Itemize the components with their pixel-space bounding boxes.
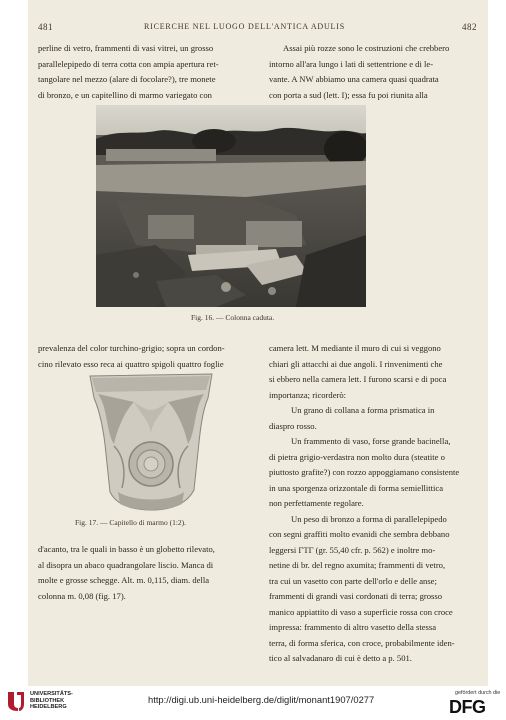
text-line: camera lett. M mediante il muro di cui si veggono xyxy=(269,343,441,353)
bottom-left-paragraph xyxy=(38,542,250,604)
university-library-logo-icon[interactable] xyxy=(6,690,26,712)
text-line: diaspro rosso. xyxy=(269,420,317,431)
running-title: RICERCHE NEL LUOGO DELL'ANTICA ADULIS xyxy=(144,22,345,31)
text-line: chiari gli attacchi ai due angoli. I rinvenimenti che xyxy=(269,358,443,369)
text-line: al disopra un abaco quadrangolare liscio. Manca di xyxy=(38,559,214,570)
text-line: non perfettamente regolare. xyxy=(269,498,364,508)
text-line: importanza; ricorderò: xyxy=(269,389,347,400)
library-name-line: UNIVERSITÄTS- xyxy=(30,691,73,697)
right-page-number: 482 xyxy=(462,22,477,32)
figure-16-photograph xyxy=(96,105,366,307)
text-line: cino rilevato esso reca ai quattro spigoli quattro foglie xyxy=(38,358,224,369)
text-line: di bronzo, e un capitellino di marmo variegato con xyxy=(38,89,212,100)
figure-17-capital-image xyxy=(84,372,218,512)
text-line: Un grano di collana a forma prismatica in xyxy=(291,405,435,415)
funded-by-label: gefördert durch die xyxy=(455,690,501,696)
text-line: leggersi ΓΤΓ (gr. 55,40 cfr. p. 562) e inoltre mo- xyxy=(269,544,436,555)
left-page-number: 481 xyxy=(38,22,53,32)
text-line: si ebbero nella camera lett. I furono scarsi e di poca xyxy=(269,374,447,384)
top-left-paragraph xyxy=(38,41,250,103)
text-line: d'acanto, tra le quali in basso è un globetto rilevato, xyxy=(38,544,215,554)
text-line: perline di vetro, frammenti di vasi vitrei, un grosso xyxy=(38,43,214,53)
text-line: tico al salvadanaro di cui è detto a p. 501. xyxy=(269,653,412,663)
text-line: manico appiattito di vaso a superficie rossa con croce xyxy=(269,606,453,617)
university-library-name[interactable] xyxy=(30,691,73,711)
text-line: tra cui un vasetto con parte dell'orlo e delle anse; xyxy=(269,575,437,586)
text-line: tangolare nel mezzo (alare di focolare?), tre monete xyxy=(38,74,216,84)
figure-16-caption: Fig. 16. — Colonna caduta. xyxy=(191,313,275,322)
text-line: Un peso di bronzo a forma di parallelepipedo xyxy=(291,513,447,524)
text-line: piuttosto grafite?) con rozzo appoggiamano consistente xyxy=(269,467,460,477)
text-line: in una sporgenza orizzontale di forma semiellittica xyxy=(269,482,444,493)
text-line: vante. A NW abbiamo una camera quasi quadrata xyxy=(269,74,439,84)
top-right-paragraph xyxy=(269,41,481,103)
text-line: impressa: frammento di altro vasetto della stessa xyxy=(269,622,437,632)
digital-object-url-link[interactable]: http://digi.ub.uni-heidelberg.de/diglit/monant1907/0277 xyxy=(148,694,375,705)
text-line: intorno all'ara lungo i lati di settentrione e di le- xyxy=(269,58,434,69)
text-line: Un frammento di vaso, forse grande bacinella, xyxy=(291,436,451,446)
right-column-paragraphs xyxy=(269,341,481,667)
figure-17-caption: Fig. 17. — Capitello di marmo (1:2). xyxy=(75,518,187,527)
text-line: netine di br. del regno axumita; frammenti di vetro, xyxy=(269,560,446,570)
text-line: con porta a sud (lett. I); essa fu poi riunita alla xyxy=(269,89,428,100)
text-line: molte e grosse schegge. Alt. m. 0,115, diam. della xyxy=(38,575,210,585)
text-line: di pietra grigio-verdastra non molto dura (steatite o xyxy=(269,451,445,462)
text-line: Assai più rozze sono le costruzioni che crebbero xyxy=(283,43,450,53)
library-name-line: BIBLIOTHEK xyxy=(30,697,65,704)
text-line: parallelepipedo di terra cotta con ampia apertura ret- xyxy=(38,58,219,69)
dfg-logo[interactable]: DFG xyxy=(449,697,486,717)
mid-left-paragraph xyxy=(38,341,250,372)
text-line: terra, di forma sferica, con croce, probabilmente iden- xyxy=(269,637,455,648)
library-name-line: HEIDELBERG xyxy=(30,704,67,710)
text-line: frammenti di grandi vasi cordonati di terra; grosso xyxy=(269,591,443,601)
text-line: colonna m. 0,08 (fig. 17). xyxy=(38,590,126,601)
text-line: prevalenza del color turchino-grigio; sopra un cordon- xyxy=(38,343,225,353)
text-line: con segni graffiti molto evanidi che sembra debbano xyxy=(269,529,450,539)
